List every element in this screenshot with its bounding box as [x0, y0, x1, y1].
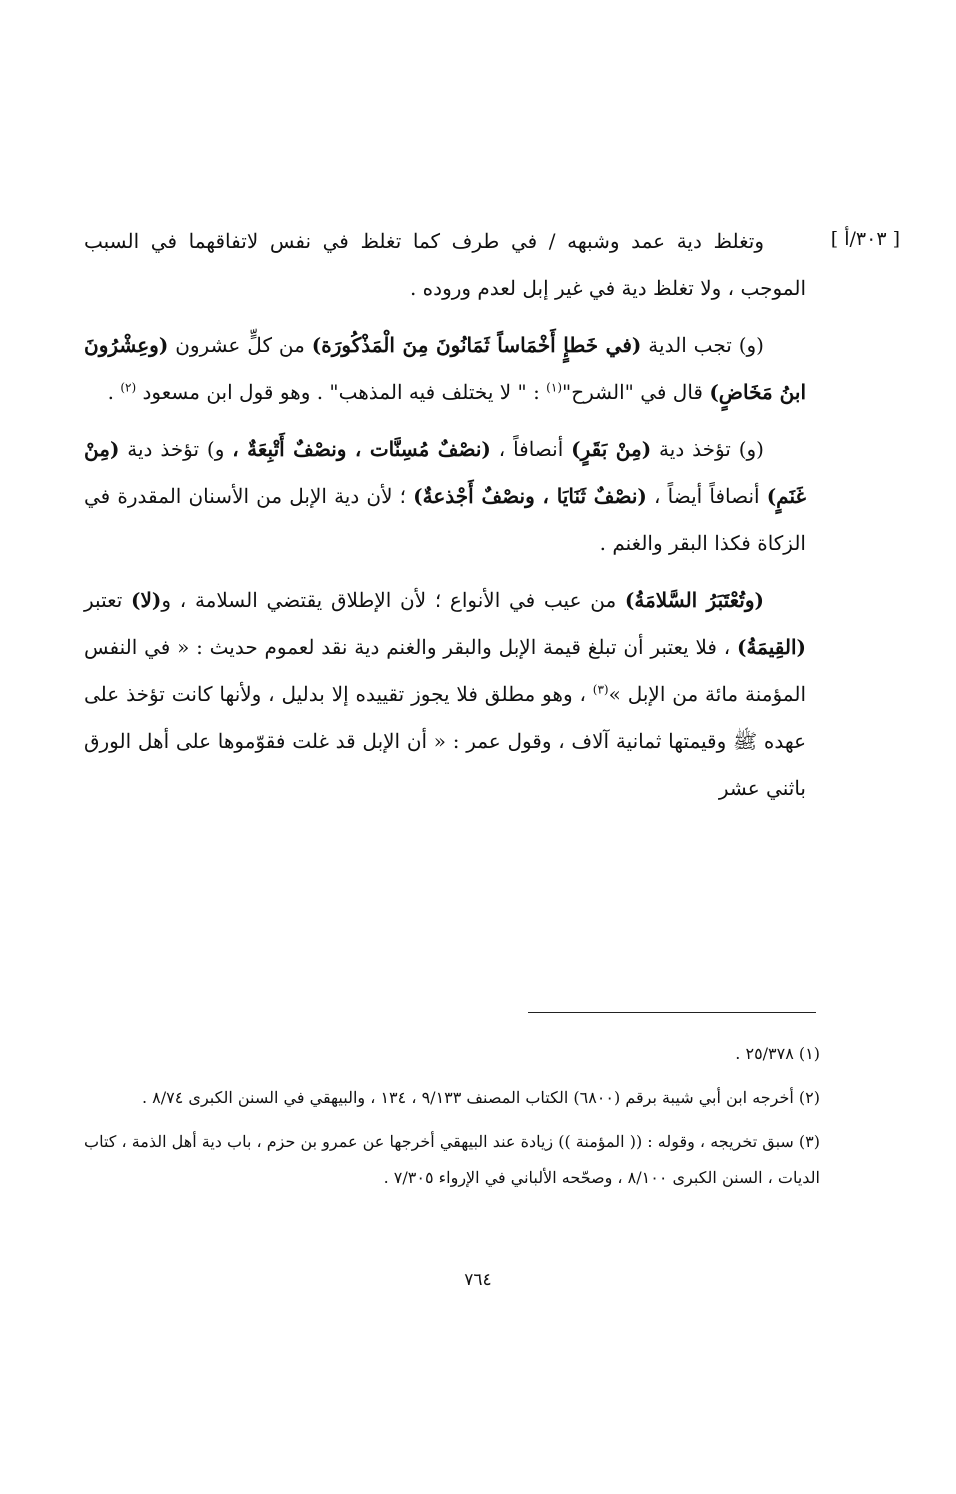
- matn-quote: (مِنْ بَقَرٍ): [571, 437, 652, 461]
- text-run: ، فلا يعتبر أن تبلغ قيمة الإبل والبقر والغنم دية نقد لعموم حديث : « في النفس المؤمنة مائة من الإبل »: [84, 635, 807, 706]
- text-run: (و) تجب الدية: [641, 333, 764, 357]
- page-number: ٧٦٤: [464, 1270, 492, 1290]
- main-text: [84, 218, 806, 812]
- matn-quote: (وعِشْرُونَ ابنُ مَخَاضٍ): [84, 333, 806, 404]
- footnote-divider: [528, 1012, 816, 1013]
- matn-quote: (نصْفٌ ثَنَايَا ، ونصْفٌ أَجْذعةٌ): [413, 484, 647, 508]
- text-run: تعتبر: [84, 588, 132, 612]
- text-run: .: [107, 380, 121, 404]
- footnotes: [84, 1036, 820, 1204]
- text-run: من كلٍّ عشرون: [168, 333, 312, 357]
- paragraph-4: [84, 577, 806, 812]
- matn-quote: (نصْفٌ مُسِنَّات ، ونصْفٌ أَتْبِعَةٌ ،: [232, 437, 491, 461]
- text-run: من عيب في الأنواع ؛ لأن الإطلاق يقتضي السلامة ، و: [161, 588, 625, 612]
- matn-quote: (مِنْ غَنَمٍ): [84, 437, 806, 508]
- footnote-1: (١) ٢٥/٣٧٨ .: [735, 1044, 820, 1063]
- footnote-ref-1[interactable]: (١): [546, 380, 562, 395]
- text-run: و) تؤخذ دية: [119, 437, 233, 461]
- text-run: أنصافاً أيضاً ،: [646, 484, 767, 508]
- footnote-2: (٢) أخرجه ابن أبي شيبة برقم (٦٨٠٠) الكتاب المصنف ٩/١٣٣ ، ١٣٤ ، والبيهقي في السنن الكبرى ٨/٧٤ .: [142, 1088, 820, 1107]
- text-run: : " لا يختلف فيه المذهب" . وهو قول ابن مسعود: [136, 380, 547, 404]
- paragraph-2: [84, 322, 806, 416]
- paragraph-3: [84, 426, 806, 567]
- matn-quote: (وتُعْتَبَرُ السَّلامَةُ): [624, 588, 764, 612]
- manuscript-folio-marker: [ ٣٠٣/أ ]: [830, 228, 900, 250]
- text-run: ، وهو مطلق فلا يجوز تقييده إلا بدليل ، ولأنها كانت تؤخذ على عهده ﷺ وقيمتها ثمانية آلاف ، وقول عمر : « أن الإبل قد غلت فقوّموها على أهل الورق باثني عشر: [84, 682, 806, 800]
- footnote-3: (٣) سبق تخريجه ، وقوله : (( المؤمنة )) زيادة عند البيهقي أخرجها عن عمرو بن حزم ، باب دية أهل الذمة ، كتاب الديات ، السنن الكبرى ٨/١٠٠ ، وصحّحه الألباني في الإرواء ٧/٣٠٥ .: [84, 1132, 821, 1187]
- text-run: أنصافاً ،: [490, 437, 572, 461]
- matn-quote: (في خَطإٍ أَخْمَاساً ثَمَانُونَ مِنَ الْمَذْكُورَة): [311, 333, 642, 357]
- footnote-ref-2[interactable]: (٢): [120, 380, 137, 395]
- matn-quote: (لا): [131, 588, 162, 612]
- text-run: (و) تؤخذ دية: [651, 437, 764, 461]
- paragraph-1: وتغلظ دية عمد وشبهه / في طرف كما تغلظ في نفس لاتفاقهما في السبب الموجب ، ولا تغلظ دية في غير إبل لعدم وروده .: [84, 229, 806, 300]
- text-run: ؛ لأن دية الإبل من الأسنان المقدرة في الزكاة فكذا البقر والغنم .: [84, 484, 806, 555]
- text-run: قال في "الشرح": [562, 380, 710, 404]
- matn-quote: (القِيمَةُ): [736, 635, 806, 659]
- footnote-ref-3[interactable]: (٣): [592, 682, 609, 697]
